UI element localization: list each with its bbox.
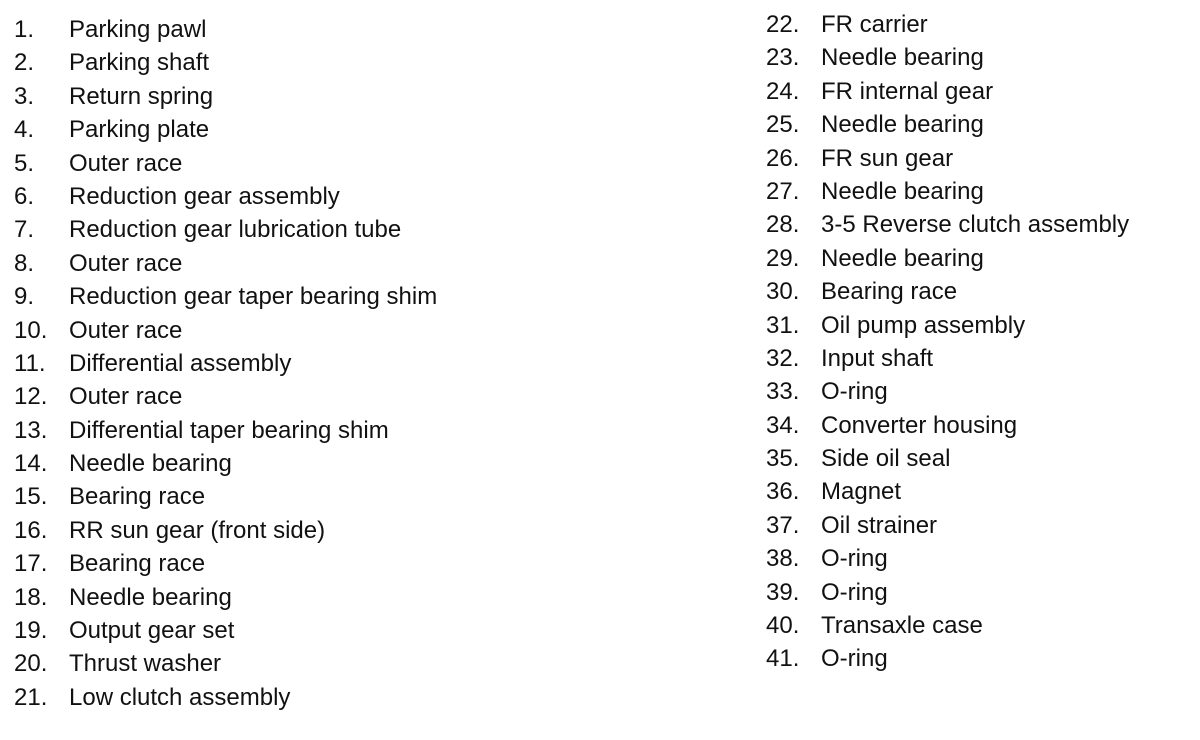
list-item [14, 547, 437, 580]
list-item [14, 13, 437, 46]
part-number: 13. [14, 416, 48, 444]
part-name: Differential taper bearing shim [69, 416, 389, 444]
list-item [766, 409, 1129, 442]
part-name: 3-5 Reverse clutch assembly [821, 211, 1130, 239]
part-name: Bearing race [821, 278, 958, 306]
part-number: 9. [14, 283, 35, 311]
part-number: 36. [766, 478, 800, 506]
list-item [766, 242, 1129, 275]
part-number: 16. [14, 516, 48, 544]
list-item [14, 180, 437, 213]
list-item [14, 414, 437, 447]
part-number: 11. [14, 349, 46, 377]
part-name: Differential assembly [69, 349, 292, 377]
part-number: 14. [14, 450, 48, 478]
list-item [766, 175, 1129, 208]
list-item [14, 80, 437, 113]
part-number: 3. [14, 82, 35, 110]
part-number: 25. [766, 111, 800, 139]
part-number: 30. [766, 278, 800, 306]
list-item [766, 309, 1129, 342]
list-item [14, 647, 437, 680]
part-name: Outer race [69, 149, 183, 177]
part-name: O-ring [821, 378, 888, 406]
part-number: 5. [14, 149, 35, 177]
part-number: 31. [766, 311, 800, 339]
part-name: Needle bearing [821, 244, 984, 272]
part-number: 19. [14, 617, 48, 645]
part-name: Output gear set [69, 617, 235, 645]
part-number: 24. [766, 77, 800, 105]
parts-list-left-column [14, 13, 437, 714]
part-name: FR internal gear [821, 77, 994, 105]
part-name: Thrust washer [69, 650, 222, 678]
list-item [14, 147, 437, 180]
part-name: Needle bearing [821, 111, 984, 139]
list-item [14, 380, 437, 413]
list-item [14, 46, 437, 79]
part-number: 22. [766, 11, 800, 38]
list-item [14, 480, 437, 513]
list-item [14, 280, 437, 313]
part-name: Oil pump assembly [821, 311, 1026, 339]
list-item [766, 375, 1129, 408]
part-number: 4. [14, 116, 35, 144]
part-name: Needle bearing [821, 177, 984, 205]
part-number: 2. [14, 49, 35, 77]
part-name: FR sun gear [821, 144, 954, 172]
list-item [14, 614, 437, 647]
list-item [766, 108, 1129, 141]
list-item [766, 609, 1129, 642]
part-name: Oil strainer [821, 511, 938, 539]
list-item [766, 208, 1129, 241]
part-number: 29. [766, 244, 800, 272]
part-name: Parking pawl [69, 16, 207, 43]
part-number: 23. [766, 44, 800, 72]
part-number: 12. [14, 383, 48, 411]
part-name: Magnet [821, 478, 902, 506]
part-number: 27. [766, 177, 800, 205]
part-name: Outer race [69, 383, 183, 411]
part-number: 28. [766, 211, 800, 239]
list-item [766, 642, 1129, 675]
part-name: FR carrier [821, 11, 928, 38]
part-number: 7. [14, 216, 35, 244]
part-name: O-ring [821, 578, 888, 606]
part-name: Bearing race [69, 483, 206, 511]
list-item [766, 576, 1129, 609]
part-name: Converter housing [821, 411, 1018, 439]
list-item [766, 75, 1129, 108]
part-name: O-ring [821, 545, 888, 573]
part-name: Needle bearing [821, 44, 984, 72]
part-name: RR sun gear (front side) [69, 516, 326, 544]
list-item [766, 142, 1129, 175]
list-item [766, 509, 1129, 542]
part-number: 35. [766, 445, 800, 473]
part-name: Outer race [69, 316, 183, 344]
part-name: Side oil seal [821, 445, 951, 473]
part-name: Needle bearing [69, 583, 232, 611]
list-item [766, 41, 1129, 74]
part-name: Return spring [69, 82, 214, 110]
part-number: 1. [14, 16, 35, 43]
list-item [14, 447, 437, 480]
list-item [14, 514, 437, 547]
part-number: 38. [766, 545, 800, 573]
part-name: Input shaft [821, 344, 934, 372]
part-number: 10. [14, 316, 48, 344]
part-name: Bearing race [69, 550, 206, 578]
part-number: 32. [766, 344, 800, 372]
list-item [766, 275, 1129, 308]
part-name: Parking plate [69, 116, 210, 144]
part-number: 18. [14, 583, 48, 611]
part-number: 8. [14, 249, 35, 277]
part-name: Reduction gear taper bearing shim [69, 283, 438, 311]
part-number: 37. [766, 511, 800, 539]
part-name: O-ring [821, 645, 888, 673]
part-name: Parking shaft [69, 49, 210, 77]
part-name: Transaxle case [821, 612, 983, 640]
part-number: 17. [14, 550, 48, 578]
list-item [766, 442, 1129, 475]
list-item [14, 113, 437, 146]
list-item [14, 213, 437, 246]
list-item [14, 347, 437, 380]
part-number: 20. [14, 650, 48, 678]
part-number: 15. [14, 483, 48, 511]
part-name: Low clutch assembly [69, 683, 291, 711]
list-item [14, 681, 437, 714]
part-number: 33. [766, 378, 800, 406]
part-number: 6. [14, 182, 35, 210]
list-item [766, 8, 1129, 41]
part-number: 40. [766, 612, 800, 640]
part-number: 34. [766, 411, 800, 439]
list-item [14, 247, 437, 280]
part-name: Reduction gear assembly [69, 182, 340, 210]
parts-list-right-column [766, 8, 1129, 676]
list-item [14, 581, 437, 614]
list-item [766, 475, 1129, 508]
list-item [766, 542, 1129, 575]
part-name: Outer race [69, 249, 183, 277]
list-item [766, 342, 1129, 375]
list-item [14, 314, 437, 347]
part-name: Reduction gear lubrication tube [69, 216, 402, 244]
part-name: Needle bearing [69, 450, 232, 478]
part-number: 41. [766, 645, 800, 673]
part-number: 21. [14, 683, 48, 711]
part-number: 26. [766, 144, 800, 172]
part-number: 39. [766, 578, 800, 606]
